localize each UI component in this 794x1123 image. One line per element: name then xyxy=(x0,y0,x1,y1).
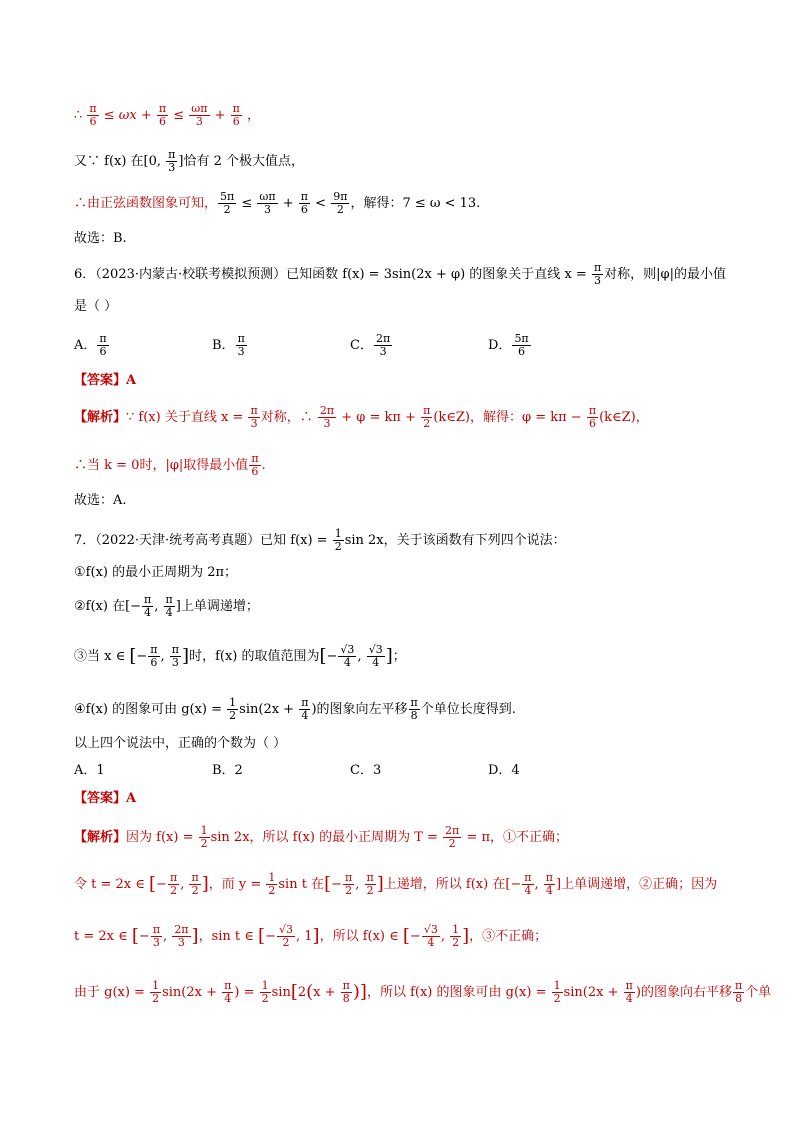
q7-stem: 7．（2022·天津·统考高考真题）已知 f(x) = $\frac{1}{2}$ sin 2x，关于该函数有下列四个说法： xyxy=(74,527,566,553)
q7-analysis-3: t = 2x ∈ [− $\frac{\pi}{3}$ , $\frac{2\pi}{3}$ ]，sin t ∈ [− $\frac{√3}{2}$ , 1]，所以 f(x) ∈ [− $\frac{√3}{4}$ , $\frac{1}{2}$ ]，③不正确； xyxy=(74,923,548,949)
q6-option-d[interactable]: D． $\frac{5\pi}{6}$ xyxy=(488,332,529,358)
q7-statement-1: ①f(x) 的最小正周期为 2π； xyxy=(74,565,238,580)
line-1: ∴ $\frac{\pi}{6}$ ≤ ωx + $\frac{\pi}{6}$ ≤ $\frac{\omega\pi}{3}$ + $\frac{\pi}{6}$ ， xyxy=(74,102,261,128)
q6-option-a[interactable]: A． $\frac{\pi}{6}$ xyxy=(74,332,107,358)
q6-analysis: 【解析】∵ f(x) 关于直线 x = $\frac{\pi}{3}$ 对称，∴ $\frac{2\pi}{3}$ + φ = kπ + $\frac{\pi}{2}$ (k∈Z)，解得：φ = kπ − $\frac{\pi}{6}$ (k∈Z)， xyxy=(74,404,649,430)
q7-analysis-2: 令 t = 2x ∈ [− $\frac{\pi}{2}$ , $\frac{\pi}{2}$ ]，而 y = $\frac{1}{2}$ sin t 在[− $\frac{\pi}{2}$ , $\frac{\pi}{2}$ ]上递增，所以 f(x) 在[− $\frac{\pi}{4}$ , $\frac{\pi}{4}$ ]上单调递增，②正确；因为 xyxy=(74,871,718,897)
q7-options xyxy=(74,762,626,780)
q7-statement-4: ④f(x) 的图象可由 g(x) = $\frac{1}{2}$ sin(2x + $\frac{\pi}{4}$ )的图象向左平移 $\frac{\pi}{8}$ 个单位长度得到. xyxy=(74,696,516,722)
q7-analysis-4: 由于 g(x) = $\frac{1}{2}$ sin(2x + $\frac{\pi}{4}$ ) = $\frac{1}{2}$ sin[2(x + $\frac{\pi}{8}$ )]，所以 f(x) 的图象可由 g(x) = $\frac{1}{2}$ sin(2x + $\frac{\pi}{4}$ )的图象向右平移 $\frac{\pi}{8}$ 个单 xyxy=(74,979,772,1005)
line-3: ∴由正弦函数图象可知， $\frac{5\pi}{2}$ ≤ $\frac{\omega\pi}{3}$ + $\frac{\pi}{6}$ < $\frac{9\pi}{2}$ ，解得：7 ≤ ω < 13. xyxy=(74,190,481,216)
q6-option-c[interactable]: C． $\frac{2\pi}{3}$ xyxy=(350,332,391,358)
line-2: 又∵ f(x) 在[0, $\frac{\pi}{3}$ ]恰有 2 个极大值点， xyxy=(74,148,305,174)
q7-statement-3: ③当 x ∈ [− $\frac{\pi}{6}$ , $\frac{\pi}{3}$ ]时，f(x) 的取值范围为[− $\frac{√3}{4}$ , $\frac{√3}{4}$ ]； xyxy=(74,643,406,669)
q6-stem-cont: 是（ ） xyxy=(74,299,118,314)
q7-option-c[interactable]: C．3 xyxy=(350,763,382,778)
q7-option-a[interactable]: A．1 xyxy=(74,763,105,778)
q7-analysis-1: 【解析】因为 f(x) = $\frac{1}{2}$ sin 2x，所以 f(x) 的最小正周期为 T = $\frac{2\pi}{2}$ = π，①不正确； xyxy=(74,824,568,850)
q6-k0: ∴当 k = 0时，|φ|取得最小值 $\frac{\pi}{6}$ . xyxy=(74,452,266,478)
q6-answer: 【答案】A xyxy=(74,373,137,388)
q7-statement-2: ②f(x) 在[− $\frac{\pi}{4}$ , $\frac{\pi}{4}$ ]上单调递增； xyxy=(74,593,259,619)
q6-option-b[interactable]: B． $\frac{\pi}{3}$ xyxy=(212,332,245,358)
q7-question: 以上四个说法中，正确的个数为（ ） xyxy=(74,736,287,751)
q7-option-b[interactable]: B．2 xyxy=(212,763,243,778)
q7-option-d[interactable]: D．4 xyxy=(488,763,520,778)
q6-select: 故选：A. xyxy=(74,493,127,508)
q6-options xyxy=(74,333,626,358)
q7-answer: 【答案】A xyxy=(74,791,137,806)
q6-stem: 6．（2023·内蒙古·校联考模拟预测）已知函数 f(x) = 3sin(2x + φ) 的图象关于直线 x = $\frac{\pi}{3}$ 对称，则|φ|的最小值 xyxy=(74,261,727,287)
select-b: 故选：B. xyxy=(74,231,127,246)
